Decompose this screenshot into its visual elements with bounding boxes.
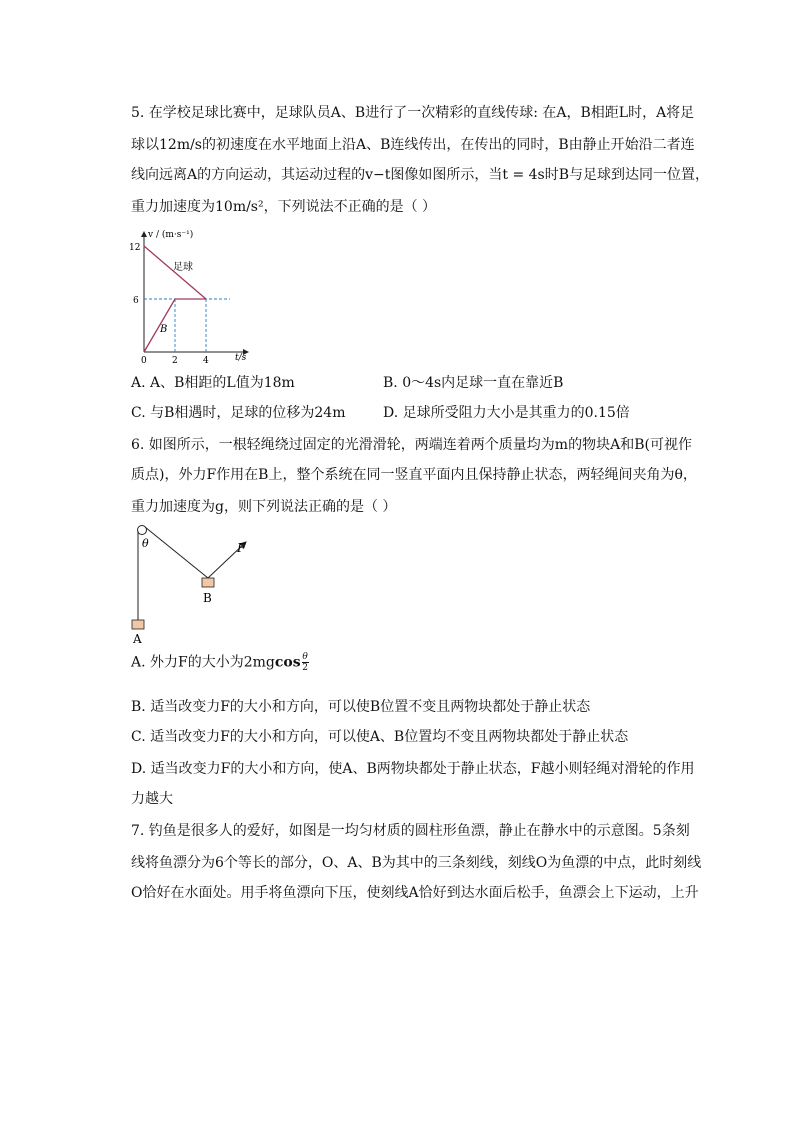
fraction-numerator: θ <box>302 652 308 662</box>
q7-line-1: 7. 钓鱼是很多人的爱好，如图是一均匀材质的圆柱形鱼漂，静止在静水中的示意图。5条刻 <box>131 823 690 839</box>
q5-option-b: B. 0～4s内足球一直在靠近B <box>383 375 564 391</box>
q7-line-3: O恰好在水面处。用手将鱼漂向下压，使刻线A恰好到达水面后松手，鱼漂会上下运动，上升 <box>131 885 699 901</box>
block-a-label: A <box>133 632 142 646</box>
q6-line-2: 质点)，外力F作用在B上，整个系统在同一竖直平面内且保持静止状态，两轻绳间夹角为θ， <box>131 467 697 483</box>
block-a <box>132 620 144 629</box>
block-b <box>202 578 214 587</box>
q6-option-b: B. 适当改变力F的大小和方向，可以使B位置不变且两物块都处于静止状态 <box>131 699 591 715</box>
b-curve-label: B <box>160 324 168 335</box>
q5-option-c: C. 与B相遇时，足球的位移为24m <box>131 405 346 421</box>
theta-label: θ <box>142 537 149 550</box>
tick-2: 2 <box>172 356 178 366</box>
q6-pulley-figure <box>126 522 266 648</box>
q5-line-1: 5. 在学校足球比赛中，足球队员A、B进行了一次精彩的直线传球: 在A，B相距L时，A将足 <box>131 105 695 121</box>
force-label: F <box>237 541 246 555</box>
tick-12: 12 <box>129 243 141 253</box>
tick-6: 6 <box>133 296 139 306</box>
q6-option-a-fraction <box>302 652 309 673</box>
fraction-denominator: 2 <box>302 663 308 673</box>
q6-option-a <box>131 652 309 680</box>
q6-option-a-cos: cos <box>274 654 301 671</box>
q6-option-d-cont: 力越大 <box>131 791 173 807</box>
q6-line-1: 6. 如图所示，一根轻绳绕过固定的光滑滑轮，两端连着两个质量均为m的物块A和B(可视作 <box>131 437 692 453</box>
q5-line-2: 球以12m/s的初速度在水平地面上沿A、B连线传出，在传出的同时，B由静止开始沿二者连 <box>131 137 695 153</box>
y-axis-label: v / (m·s⁻¹) <box>148 230 194 240</box>
q5-option-a: A. A、B相距的L值为18m <box>131 375 295 391</box>
x-axis-label: t/s <box>235 353 247 363</box>
q7-line-2: 线将鱼漂分为6个等长的部分，O、A、B为其中的三条刻线，刻线O为鱼漂的中点，此时刻线 <box>131 855 702 871</box>
block-b-label: B <box>203 591 212 605</box>
tick-4: 4 <box>203 356 209 366</box>
q5-line-3: 线向远离A的方向运动，其运动过程的v−t图像如图所示，当t = 4s时B与足球到达同一位置， <box>131 167 710 183</box>
q6-option-a-prefix: A. 外力F的大小为2mg <box>131 654 275 671</box>
q6-line-3: 重力加速度为g，则下列说法正确的是（ ） <box>131 499 397 515</box>
ball-label: 足球 <box>173 262 193 273</box>
q5-line-4: 重力加速度为10m/s²，下列说法不正确的是（ ） <box>131 199 437 215</box>
rope-to-b <box>145 527 208 578</box>
tick-origin: 0 <box>141 356 147 366</box>
q6-option-c: C. 适当改变力F的大小和方向，可以使A、B位置均不变且两物块都处于静止状态 <box>131 729 629 745</box>
q5-option-d: D. 足球所受阻力大小是其重力的0.15倍 <box>383 405 630 421</box>
q6-option-d: D. 适当改变力F的大小和方向，使A、B两物块都处于静止状态，F越小则轻绳对滑轮的作用 <box>131 761 695 777</box>
q5-vt-graph <box>126 226 266 366</box>
